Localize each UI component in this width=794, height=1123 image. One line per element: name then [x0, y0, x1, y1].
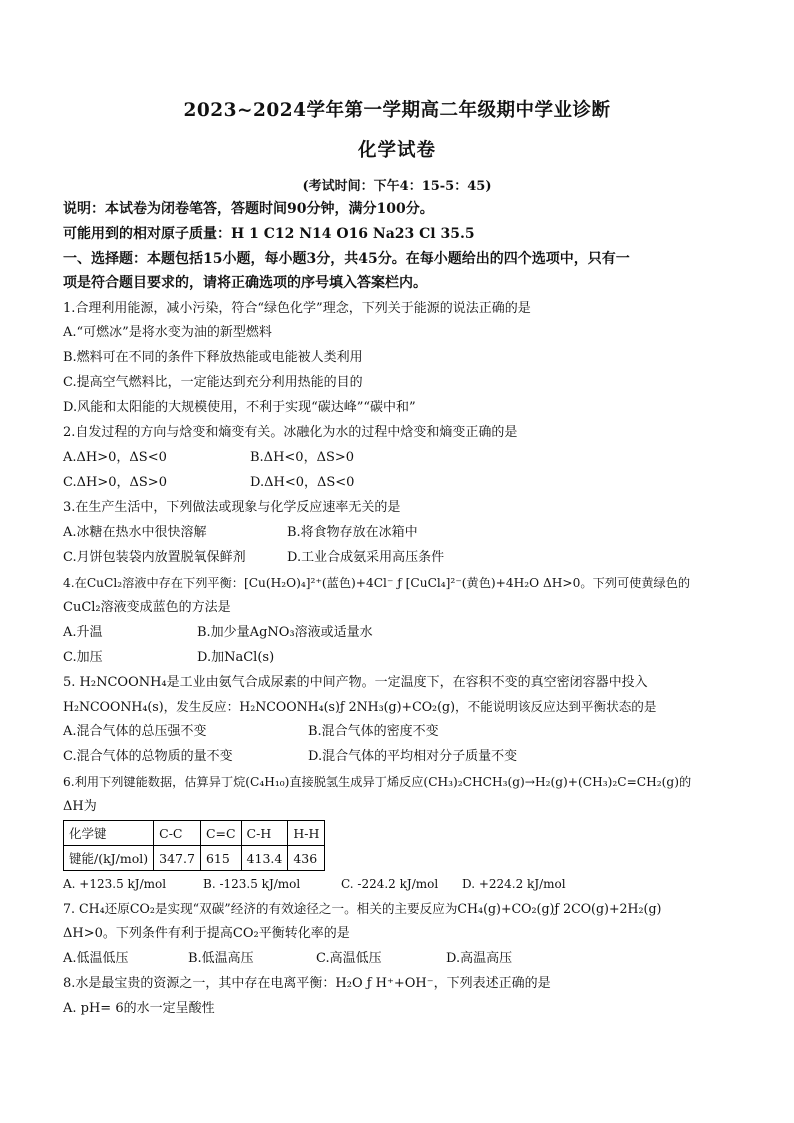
question-7-stem-line1: 7. CH₄还原CO₂是实现“双碳”经济的有效途径之一。相关的主要反应为CH₄(g)+CO₂(g)ƒ 2CO(g)+2H₂(g) [63, 901, 662, 916]
question-7-option-d: D.高温高压 [446, 951, 513, 966]
question-2-stem: 2.自发过程的方向与焓变和熵变有关。冰融化为水的过程中焓变和熵变正确的是 [63, 425, 518, 440]
table-cell: 436 [288, 846, 325, 871]
question-5-option-c: C.混合气体的总物质的量不变 [63, 749, 233, 764]
exam-title: 2023~2024学年第一学期高二年级期中学业诊断 [183, 100, 611, 121]
question-1-stem: 1.合理利用能源，减小污染，符合“绿色化学”理念，下列关于能源的说法正确的是 [63, 301, 531, 316]
section-heading-line1: 一、选择题：本题包括15小题，每小题3分，共45分。在每小题给出的四个选项中，只有一 [63, 251, 630, 267]
bond-energy-table [63, 820, 325, 871]
atomic-masses: 可能用到的相对原子质量：H 1 C12 N14 O16 Na23 Cl 35.5 [63, 226, 475, 242]
subject-title: 化学试卷 [357, 140, 436, 161]
question-2-option-b: B.ΔH<0，ΔS>0 [250, 450, 355, 465]
question-7-option-a: A.低温低压 [63, 951, 129, 966]
question-1-option-b: B.燃料可在不同的条件下释放热能或电能被人类利用 [63, 350, 363, 365]
question-4-stem-line2: CuCl₂溶液变成蓝色的方法是 [63, 600, 231, 615]
table-cell: C-H [241, 821, 288, 846]
question-4-option-c: C.加压 [63, 650, 103, 665]
question-3-option-b: B.将食物存放在冰箱中 [287, 525, 418, 540]
question-2-option-d: D.ΔH<0，ΔS<0 [250, 475, 355, 490]
question-6-stem-line1: 6.利用下列键能数据，估算异丁烷(C₄H₁₀)直接脱氢生成异丁烯反应(CH₃)₂CHCH₃(g)→H₂(g)+(CH₃)₂C=CH₂(g)的 [63, 775, 692, 789]
question-3-stem: 3.在生产生活中，下列做法或现象与化学反应速率无关的是 [63, 500, 401, 515]
question-5-option-a: A.混合气体的总压强不变 [63, 724, 207, 739]
exam-time: (考试时间：下午4：15-5：45) [302, 179, 492, 194]
question-1-option-c: C.提高空气燃料比，一定能达到充分利用热能的目的 [63, 375, 363, 390]
question-7-option-c: C.高温低压 [316, 951, 382, 966]
question-5-stem-line1: 5. H₂NCOONH₄是工业由氨气合成尿素的中间产物。一定温度下，在容积不变的真空密闭容器中投入 [63, 675, 648, 690]
exam-note: 说明：本试卷为闭卷笔答，答题时间90分钟，满分100分。 [63, 201, 434, 217]
question-3-option-d: D.工业合成氨采用高压条件 [287, 550, 445, 565]
question-8-stem: 8.水是最宝贵的资源之一，其中存在电离平衡：H₂O ƒ H⁺+OH⁻，下列表述正确的是 [63, 976, 551, 991]
question-4-option-d: D.加NaCl(s) [197, 650, 275, 665]
question-4-option-a: A.升温 [63, 625, 103, 640]
table-cell: 化学键 [64, 821, 154, 846]
question-4-option-b: B.加少量AgNO₃溶液或适量水 [197, 625, 373, 640]
question-2-option-a: A.ΔH>0，ΔS<0 [63, 450, 167, 465]
question-1-option-a: A.“可燃冰”是将水变为油的新型燃料 [63, 325, 272, 340]
question-8-option-a: A. pH= 6的水一定呈酸性 [63, 1001, 215, 1016]
question-6-option-a: A. +123.5 kJ/mol [63, 877, 167, 891]
question-6-option-b: B. -123.5 kJ/mol [203, 877, 301, 891]
question-6-option-c: C. -224.2 kJ/mol [341, 877, 439, 891]
question-7-stem-line2: ΔH>0。下列条件有利于提高CO₂平衡转化率的是 [63, 926, 350, 941]
question-5-option-d: D.混合气体的平均相对分子质量不变 [308, 749, 518, 764]
question-6-stem-line2: ΔH为 [63, 799, 97, 814]
table-cell: 347.7 [154, 846, 201, 871]
table-cell: H-H [288, 821, 325, 846]
table-row [64, 821, 325, 846]
question-3-option-a: A.冰糖在热水中很快溶解 [63, 525, 207, 540]
question-7-option-b: B.低温高压 [188, 951, 254, 966]
section-heading-line2: 项是符合题目要求的，请将正确选项的序号填入答案栏内。 [63, 275, 427, 291]
question-2-option-c: C.ΔH>0，ΔS>0 [63, 475, 167, 490]
table-cell: 413.4 [241, 846, 288, 871]
table-cell: C-C [154, 821, 201, 846]
table-cell: C=C [200, 821, 241, 846]
table-cell: 615 [200, 846, 241, 871]
question-4-stem-line1: 4.在CuCl₂溶液中存在下列平衡：[Cu(H₂O)₄]²⁺(蓝色)+4Cl⁻ ƒ [CuCl₄]²⁻(黄色)+4H₂O ΔH>0。下列可使黄绿色的 [63, 576, 691, 590]
table-row [64, 846, 325, 871]
question-1-option-d: D.风能和太阳能的大规模使用，不利于实现“碳达峰”“碳中和” [63, 400, 416, 415]
question-3-option-c: C.月饼包装袋内放置脱氧保鲜剂 [63, 550, 246, 565]
question-6-option-d: D. +224.2 kJ/mol [462, 877, 566, 891]
table-cell: 键能/(kJ/mol) [64, 846, 154, 871]
question-5-stem-line2: H₂NCOONH₄(s)，发生反应：H₂NCOONH₄(s)ƒ 2NH₃(g)+CO₂(g)，不能说明该反应达到平衡状态的是 [63, 699, 657, 714]
question-5-option-b: B.混合气体的密度不变 [308, 724, 439, 739]
